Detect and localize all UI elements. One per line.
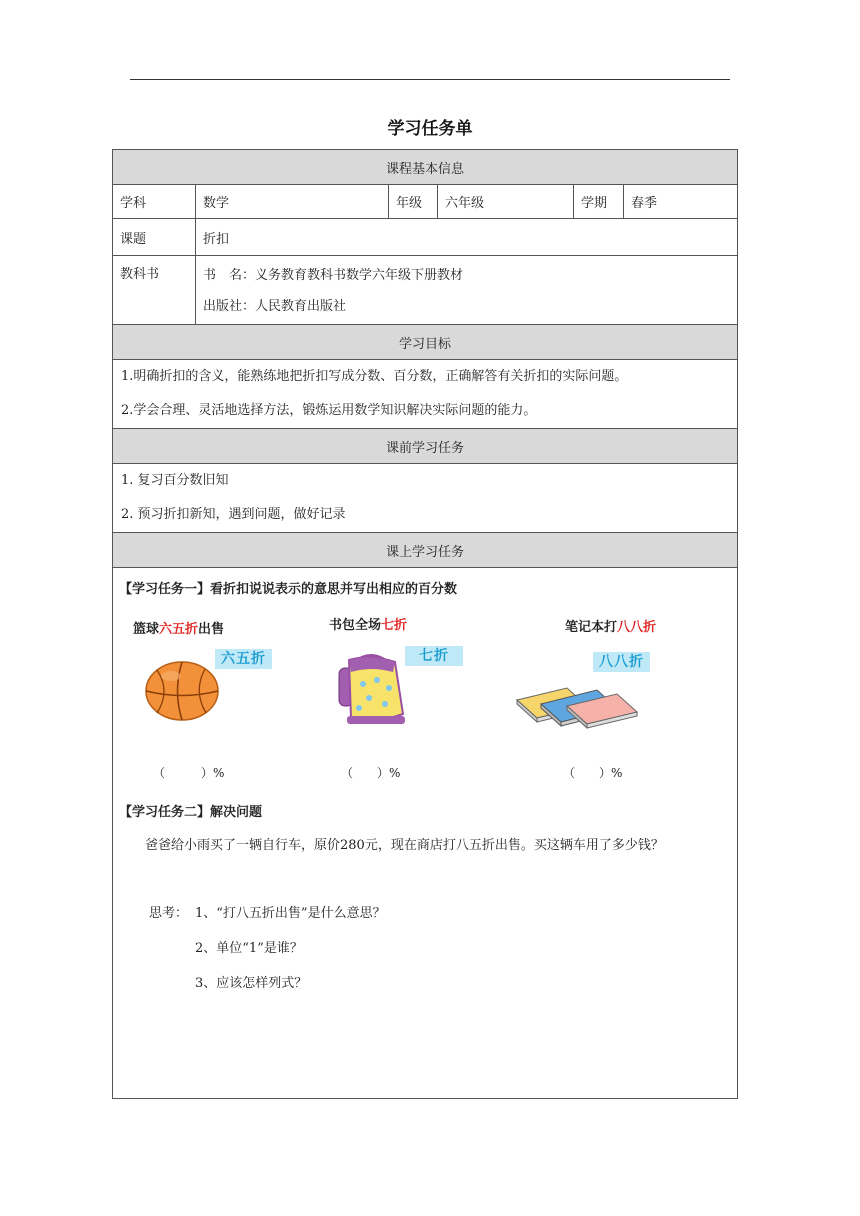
basketball-icon [143,660,221,722]
pre-class-item: 1. 复习百分数旧知 [121,473,229,488]
think-label: 思考： [149,906,189,921]
in-class-tasks [113,568,738,1099]
textbook-publisher: 出版社：人民教育出版社 [203,298,347,314]
answer-blank[interactable]: （ ）% [153,766,225,780]
textbook-label: 教科书 [113,256,196,325]
term-label: 学期 [574,185,624,219]
answer-blank[interactable]: （ ）% [563,766,623,780]
pre-class-item: 2. 预习折扣新知，遇到问题，做好记录 [121,507,346,522]
term-value: 春季 [624,185,738,219]
item-caption-notebooks [565,616,656,635]
notebooks-icon [513,680,643,732]
item-caption-backpack [329,614,407,633]
header-rule [130,79,730,80]
topic-label: 课题 [113,219,196,256]
discount-tag: 八八折 [593,652,650,672]
think-question: 1、“打八五折出售”是什么意思？ [195,906,386,921]
think-question: 2、单位“1”是谁？ [195,941,303,956]
caption-discount: 六五折 [159,622,199,637]
task-sheet-table [112,149,738,1099]
caption-suffix: 出售 [198,622,225,637]
textbook-name: 书 名：义务教育教科书数学六年级下册教材 [203,267,464,283]
caption-discount: 八八折 [617,620,657,635]
task2-title: 【学习任务二】解决问题 [119,805,263,820]
section-header-pre-class: 课前学习任务 [113,429,738,464]
grade-value: 六年级 [438,185,574,219]
task1-title: 【学习任务一】看折扣说说表示的意思并写出相应的百分数 [119,582,458,597]
section-header-basic-info: 课程基本信息 [113,150,738,185]
grade-label: 年级 [389,185,438,219]
objective-item: 2.学会合理、灵活地选择方法，锻炼运用数学知识解决实际问题的能力。 [121,403,537,418]
caption-prefix: 笔记本打 [565,620,618,635]
objective-item: 1.明确折扣的含义，能熟练地把折扣写成分数、百分数，正确解答有关折扣的实际问题。 [121,369,628,384]
caption-discount: 七折 [381,618,408,633]
document-title: 学习任务单 [387,119,473,139]
textbook-info [196,256,738,325]
discount-tag: 七折 [405,646,463,666]
section-header-objectives: 学习目标 [113,325,738,360]
backpack-icon [331,652,411,728]
objectives-list [113,360,738,429]
caption-prefix: 书包全场 [329,618,382,633]
discount-tag: 六五折 [215,649,272,669]
subject-label: 学科 [113,185,196,219]
item-caption-basketball [133,618,224,637]
topic-value: 折扣 [196,219,738,256]
caption-prefix: 篮球 [133,622,160,637]
task2-problem: 爸爸给小雨买了一辆自行车，原价280元，现在商店打八五折出售。买这辆车用了多少钱？ [119,838,664,853]
pre-class-list [113,464,738,533]
section-header-in-class: 课上学习任务 [113,533,738,568]
subject-value: 数学 [196,185,389,219]
think-question: 3、应该怎样列式？ [195,976,308,991]
answer-blank[interactable]: （ ）% [341,766,401,780]
